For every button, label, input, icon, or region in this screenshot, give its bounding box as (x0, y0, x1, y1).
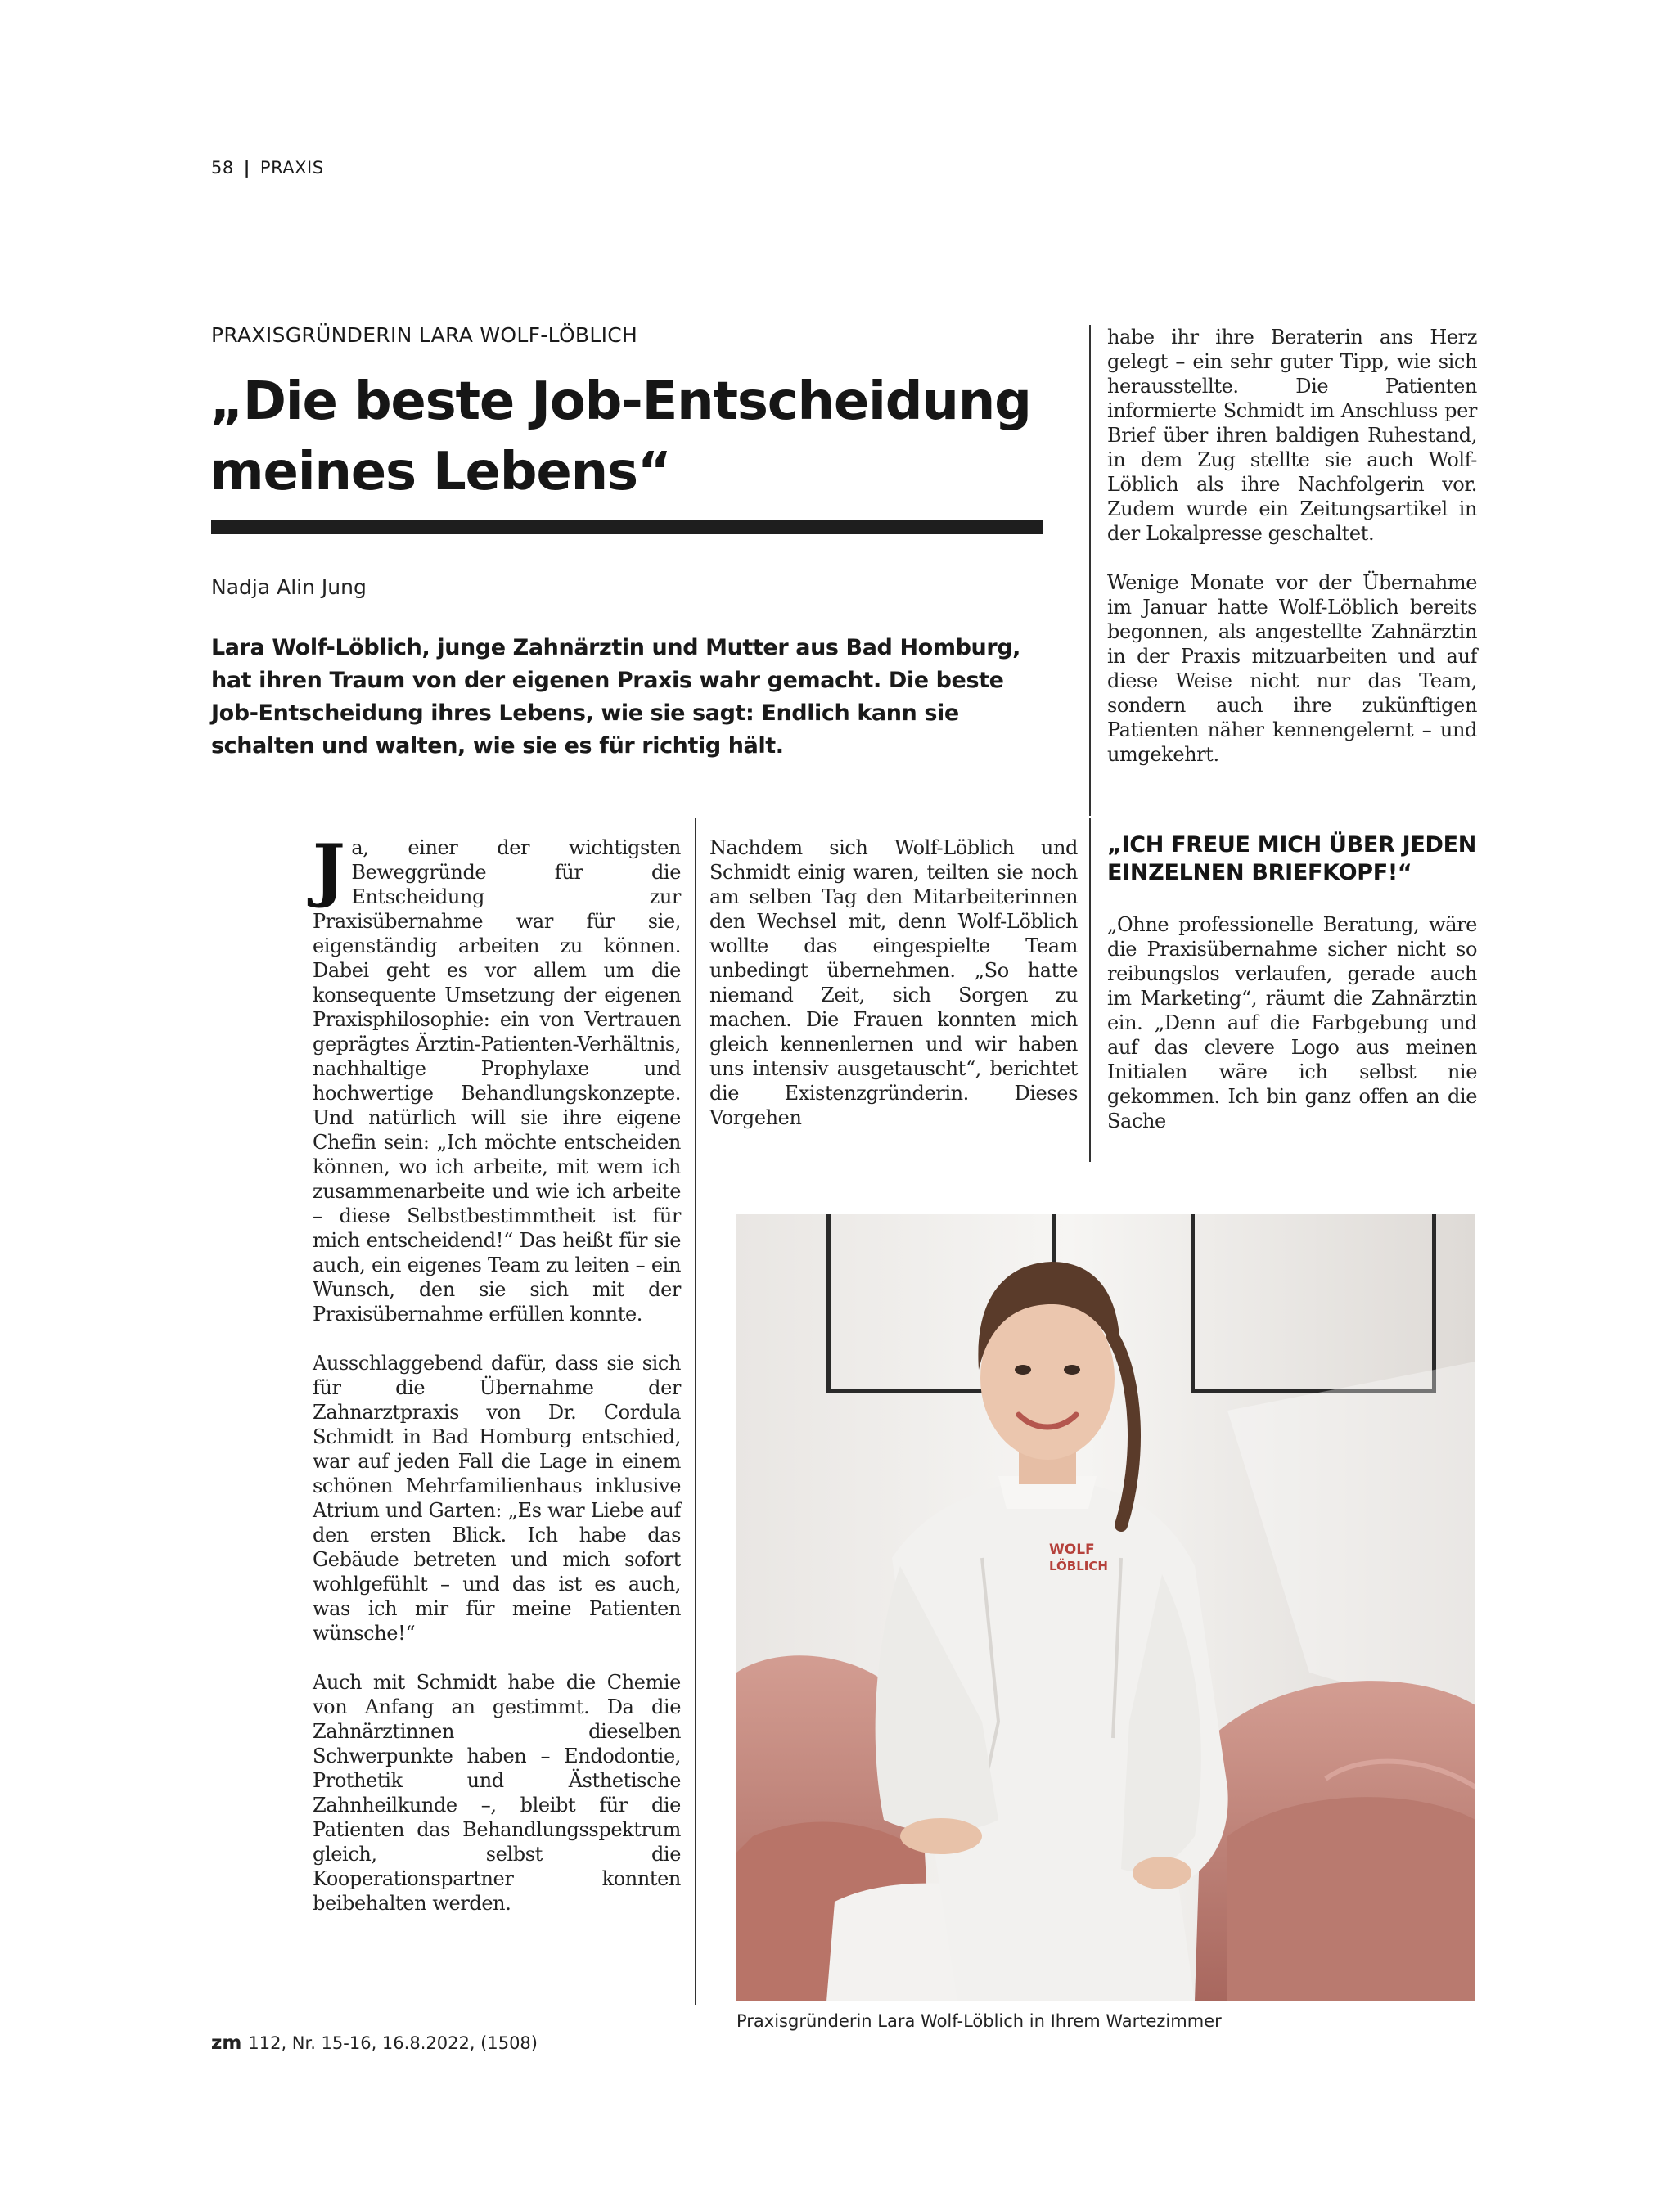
page-number: 58 (211, 158, 234, 178)
body-column-3-continued (1107, 912, 1477, 1133)
column-divider (1089, 325, 1091, 816)
body-paragraph: „Ohne professionelle Beratung, wäre die Praxisübernahme sicher nicht so reibungslos verlaufen, gerade auch im Marketing“, räumt die Zahnärztin ein. „Denn auf die Farbgebung und auf das clevere Logo aus meinen Initialen wäre ich selbst nie gekommen. Ich bin ganz offen an die Sache (1107, 913, 1477, 1132)
section-label: PRAXIS (259, 158, 324, 178)
body-column-3 (1107, 325, 1477, 767)
coat-logo-line-2: LÖBLICH (1049, 1559, 1108, 1573)
portrait-illustration (736, 1214, 1475, 2001)
running-head (211, 158, 324, 178)
body-paragraph: Wenige Monate vor der Übernahme im Januar hatte Wolf-Löblich bereits begonnen, als angestellte Zahnärztin in der Praxis mitzuarbeiten und auf diese Weise nicht nur das Team, sondern auch ihre zukünftigen Patienten näher kennengelernt – und umgekehrt. (1107, 571, 1477, 766)
body-paragraph: habe ihr ihre Beraterin ans Herz gelegt – ein sehr guter Tipp, wie sich herausstellte. Die Patienten informierte Schmidt im Anschluss per Brief über ihren baldigen Ruhestand, in dem Zug stellte sie auch Wolf-Löblich als ihre Nachfolgerin vor. Zudem wurde ein Zeitungsartikel in der Lokalpresse geschaltet. (1107, 326, 1477, 545)
column-divider (695, 818, 696, 2005)
portrait-photo (736, 1214, 1475, 2001)
headline-line-1: „Die beste Job-Entscheidung (209, 371, 1031, 432)
wall-frame-right (1191, 1214, 1195, 1393)
section-subheading: „ICH FREUE MICH ÜBER JEDEN EINZELNEN BRIEFKOPF!“ (1107, 832, 1477, 885)
magazine-brand: zm (211, 2033, 242, 2054)
separator: | (243, 158, 250, 178)
article-headline (209, 367, 1052, 507)
body-paragraph: Ausschlaggebend dafür, dass sie sich für die Übernahme der Zahnarztpraxis von Dr. Cordula Schmidt in Bad Homburg entschied, war auf jeden Fall die Lage in einem schönen Mehrfamilienhaus inklusive Atrium und Garten: „Es war Liebe auf den ersten Blick. Ich habe das Gebäude betreten und mich sofort wohlgefühlt – und das ist es auch, was ich mir für meine Patienten wünsche!“ (313, 1352, 681, 1645)
body-paragraph: Auch mit Schmidt habe die Chemie von Anfang an gestimmt. Da die Zahnärztinnen dieselben Schwerpunkte haben – Endodontie, Prothetik und Ästhetische Zahnheilkunde –, bleibt für die Patienten das Behandlungsspektrum gleich, selbst die Kooperationspartner konnten beibehalten werden. (313, 1671, 681, 1915)
wall-frame-left (826, 1214, 831, 1393)
hand-right (1133, 1857, 1191, 1889)
drop-cap: J (313, 829, 345, 910)
headline-line-2: meines Lebens“ (209, 442, 671, 502)
body-paragraph (313, 829, 681, 1326)
page-footer (211, 2033, 538, 2054)
body-column-1 (313, 829, 681, 1916)
column-divider (1089, 818, 1091, 1162)
paragraph-text: a, einer der wichtigsten Beweggründe für die Entscheidung zur Praxisübernahme war für sie, eigenständig arbeiten zu können. Dabei geht es vor allem um die konsequente Umsetzung der eigenen Praxisphilosophie: ein von Vertrauen geprägtes Ärztin-Patienten-Verhältnis, nachhaltige Prophylaxe und hochwertige Behandlungskonzepte. Und natürlich will sie ihre eigene Chefin sein: „Ich möchte entscheiden können, wo ich arbeite, mit wem ich zusammenarbeite und wie ich arbeite – diese Selbstbestimmtheit ist für mich entscheidend!“ Das heißt für sie auch, ein eigenes Team zu leiten – ein Wunsch, den sie sich mit der Praxisübernahme erfüllen konnte. (313, 836, 681, 1326)
issue-info: 112, Nr. 15-16, 16.8.2022, (1508) (248, 2033, 538, 2053)
photo-caption: Praxisgründerin Lara Wolf-Löblich in Ihrem Wartezimmer (736, 2011, 1222, 2031)
headline-rule (211, 520, 1043, 534)
lead-paragraph: Lara Wolf-Löblich, junge Zahnärztin und Mutter aus Bad Homburg, hat ihren Traum von der eigenen Praxis wahr gemacht. Die beste Job-Entscheidung ihres Lebens, wie sie sagt: Endlich kann sie schalten und walten, wie sie es für richtig hält. (211, 635, 1021, 759)
body-column-2 (709, 835, 1078, 1130)
body-paragraph: Nachdem sich Wolf-Löblich und Schmidt einig waren, teilten sie noch am selben Tag den Mitarbeiterinnen den Wechsel mit, denn Wolf-Löblich wollte das eingespielte Team unbedingt übernehmen. „So hatte niemand Zeit, sich Sorgen zu machen. Die Frauen konnten mich gleich kennenlernen und wir haben uns intensiv ausgetauscht“, berichtet die Existenzgründerin. Dieses Vorgehen (709, 836, 1078, 1129)
coat-logo-line-1: WOLF (1049, 1542, 1095, 1558)
article-kicker: PRAXISGRÜNDERIN LARA WOLF-LÖBLICH (211, 323, 638, 347)
hand-left (900, 1818, 982, 1854)
author-byline: Nadja Alin Jung (211, 575, 367, 599)
